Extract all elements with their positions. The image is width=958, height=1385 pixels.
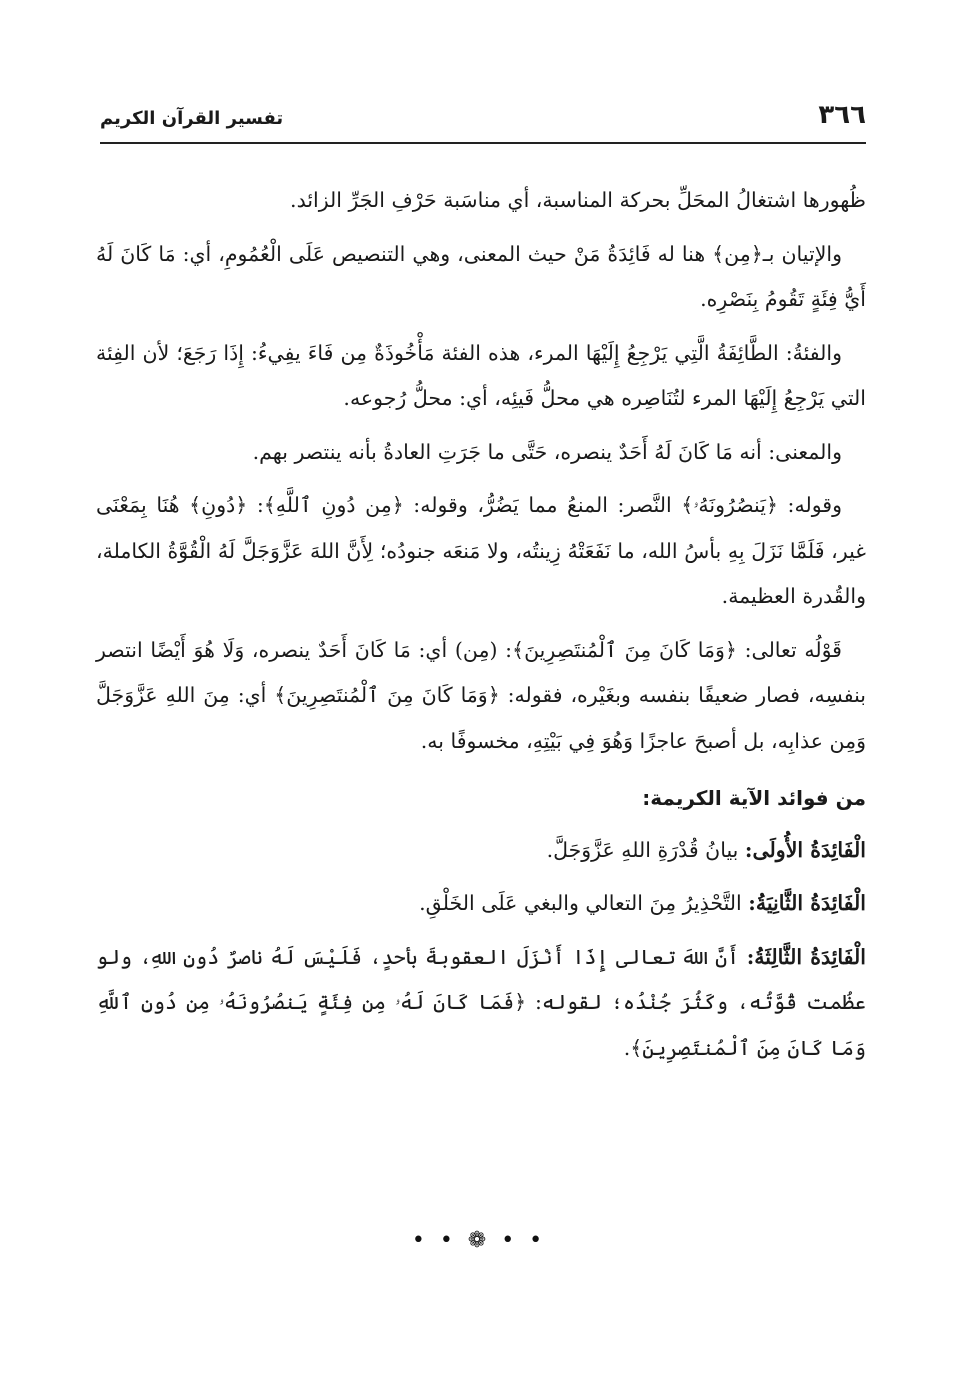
paragraph: ظُهورها اشتغالُ المحَلِّ بحركة المناسبة، أي مناسَبة حَرْفِ الجَرِّ الزائد. — [290, 188, 866, 212]
page-number: ٣٦٦ — [818, 100, 866, 130]
benefit-item — [96, 935, 866, 1072]
benefit-text: بيانُ قُدْرَةِ اللهِ عَزَّوَجَلَّ. — [546, 837, 745, 862]
paragraph: والفئةُ: الطَّائِفَةُ الَّتِي يَرْجِعُ إِلَيْهَا المرء، هذه الفئة مَأْخُوذَةٌ مِن فَاءَ يفِيءُ: إِذَا رَجَعَ؛ لأن الفِئة التي يَرْجِعُ إِلَيْهَا المرء لتُنَاصِره هي محلُّ فَيئِه، أي: محلُّ رُجوعه. — [96, 340, 866, 410]
benefit-item — [96, 828, 866, 874]
book-title: تفسير القرآن الكريم — [100, 108, 284, 129]
page-body — [96, 178, 866, 1079]
benefit-label: الْفَائِدَةُ الثَّانِيَةُ: — [748, 891, 866, 915]
benefit-item — [96, 881, 866, 927]
section-heading: من فوائد الآية الكريمة: — [642, 786, 866, 810]
paragraph: والإتيان بـ﴿مِن﴾ هنا له فَائِدَةُ مَنْ حيث المعنى، وهي التنصيص عَلَى الْعُمُومِ، أي: مَا كَانَ لَهُ أَيُّ فِئَةٍ تَقُومُ بِنَصْرِه. — [96, 241, 866, 311]
benefit-text: التَّحْذِيرُ مِنَ التعالي والبغي عَلَى الخَلْقِ. — [419, 891, 749, 915]
header-divider — [100, 142, 866, 144]
benefit-label: الْفَائِدَةُ الثَّالِثَةُ: — [746, 944, 866, 969]
paragraph: قَوْلُه تعالى: ﴿وَمَا كَانَ مِنَ ٱلْمُنتَصِرِينَ﴾: (مِن) أي: مَا كَانَ أَحَدٌ ينصره، وَلَا هُوَ أَيْضًا انتصر بنفسِه، فصار ضعيفًا بنفسه وبغَيْره، فقوله: ﴿وَمَا كَانَ مِنَ ٱلْمُنتَصِرِينَ﴾ أي: مِنَ اللهِ عَزَّوَجَلَّ وَمِن عذابِه، بل أصبحَ عاجزًا وَهُوَ فِي بَيْتِهِ، مخسوفًا به. — [96, 637, 866, 753]
benefit-text: أَنَّ اللهَ تعالى إِذَا أَنْزَلَ العقوبةَ بأحدٍ، فَلَيْسَ لَهُ ناصرٌ دُونِ اللهِ، ولو عظُمت قُوَّتُه، وكَثُرَ جُنْدُه؛ لقوله: ﴿فَمَا كَانَ لَهُۥ مِن فِئَةٍ يَنصُرُونَهُۥ مِن دُونِ ٱللَّهِ وَمَا كَانَ مِنَ ٱلْمُنتَصِرِينَ﴾. — [96, 944, 866, 1060]
paragraph: والمعنى: أنه مَا كَانَ لَهُ أَحَدٌ ينصره، حَتَّى ما جَرَتِ العادةُ بأنه ينتصر بهم. — [252, 439, 842, 464]
page-header — [100, 96, 866, 140]
end-ornament: • • ❁ • • — [411, 1228, 547, 1253]
paragraph: وقوله: ﴿يَنصُرُونَهُۥ﴾ النَّصر: المنعُ مما يَضُرُّ، وقوله: ﴿مِن دُونِ ٱللَّهِ﴾: ﴿دُونِ﴾ هُنَا بِمَعْنَى غير، فَلَمَّا نَزَلَ بِهِ بأسُ الله، ما نَفَعَتْهُ زِينتُه، ولا مَنعَه جنودُه؛ لِأَنَّ اللهَ عَزَّوَجَلَّ لَهُ الْقُوَّةُ الكاملة، والقُدرة العظيمة. — [96, 493, 866, 608]
benefit-label: الْفَائِدَةُ الأُولَى: — [744, 837, 866, 862]
